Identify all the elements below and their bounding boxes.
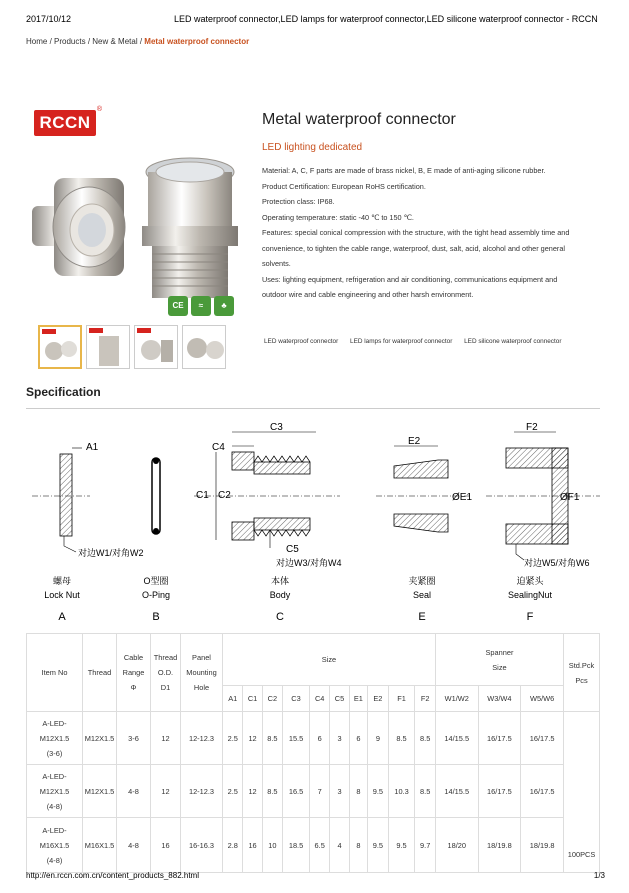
print-header [26,14,605,28]
part-c-drawing [194,422,342,568]
label-e2: E2 [408,436,421,447]
label-w3w4: 对边W3/对角W4 [276,558,342,568]
table-row: A-LED- M12X1.5 (4-8) M12X1.5 4-8 12 12-12.3 2.5 12 8.5 16.5 7 3 8 9.5 10.3 8.5 14/15.5 16/17.5 16/17.5 [27,765,600,818]
part-e-drawing [376,436,472,532]
table-row: A-LED- M12X1.5 (3-6) M12X1.5 3-6 12 12-12.3 2.5 12 8.5 15.5 6 3 6 9 8.5 8.5 14/15.5 16/17.5 16/17.5 100PCS [27,712,600,765]
label-e1: ØE1 [452,492,473,503]
label-w5w6: 对边W5/对角W6 [524,558,590,568]
label-c3: C3 [270,422,283,433]
label-c4: C4 [212,442,225,453]
thumbnail-strip [38,325,226,369]
size-subheader-row: A1 C1 C2 C3 C4 C5 E1 E2 F1 F2 W1/W2 W3/W4 W5/W6 [27,686,600,712]
eco-icon: ♣ [214,296,234,316]
part-e-en: Seal [412,590,432,600]
part-a-drawing [32,442,144,558]
label-f1: ØF1 [560,492,580,503]
page-url: http://en.rccn.com.cn/content_products_882.html [26,871,199,880]
product-photo [24,146,242,318]
thumbnail-1[interactable] [38,325,82,369]
desc-uses: Uses: lighting equipment, refrigeration and air conditioning, communications equipment and outdoor wire and cable engineering and other harsh environment. [262,274,558,299]
rccn-logo [34,106,102,138]
breadcrumb-home[interactable]: Home [26,37,48,46]
certification-icons [168,296,234,316]
part-b-letter: B [152,611,160,623]
thumbnail-2[interactable] [86,325,130,369]
th-spanner: Spanner Size [435,634,563,686]
part-a-cn: 螺母 [52,576,72,586]
breadcrumb: Home / Products / New & Metal / Metal waterproof connector [26,37,250,46]
part-a-letter: A [58,611,66,623]
specification-table [26,633,600,873]
waterproof-icon: ≈ [191,296,211,316]
th-thread-od: Thread O.D. D1 [151,634,181,712]
logo-registered-mark: ® [96,106,102,113]
th-panel-hole: Panel Mounting Hole [181,634,223,712]
part-b-cn: O型圈 [143,576,169,586]
product-description [262,163,582,303]
th-std-pck: Std.Pck Pcs [564,634,600,712]
divider [26,408,600,409]
technical-drawing [20,418,610,628]
part-c-cn: 本体 [270,576,290,586]
product-tags [264,338,571,345]
product-title: Metal waterproof connector [262,111,456,128]
desc-temperature: Operating temperature: static -40 ℃ to 150 ℃. [262,212,414,222]
table-row: A-LED- M16X1.5 (4-8) M16X1.5 4-8 16 16-16.3 2.8 16 10 18.5 6.5 4 8 9.5 9.5 9.7 18/20 18/19.8 18/19.8 [27,818,600,873]
desc-features: Features: special conical compression with the structure, with the tight head assembly time and convenience, to tighten the cable range, waterproof, dust, salt, acid, alcohol and other general solvents. [262,228,570,268]
ce-icon: CE [168,296,188,316]
part-e-letter: E [418,611,426,623]
label-a1: A1 [86,442,99,453]
part-b-drawing [152,458,160,534]
label-c2: C2 [218,490,231,501]
specification-heading: Specification [26,385,101,399]
desc-protection: Protection class: IP68. [262,197,335,206]
th-cable-range: Cable Range Φ [117,634,151,712]
th-item-no: Item No [27,634,83,712]
part-e-cn: 夹紧圈 [408,576,436,586]
th-size: Size [223,634,436,686]
print-title: LED waterproof connector,LED lamps for waterproof connector,LED silicone waterproof connector - RCCN [174,14,598,24]
breadcrumb-current: Metal waterproof connector [144,37,250,46]
part-f-cn: 迫紧头 [516,576,544,586]
part-f-drawing [486,422,600,568]
label-c1: C1 [196,490,209,501]
print-date: 2017/10/12 [26,14,72,24]
part-b-en: O-Ping [141,590,171,600]
label-c5: C5 [286,544,299,555]
tag-link[interactable]: LED waterproof connector [264,338,339,345]
std-pck-value: 100PCS [564,712,600,873]
thumbnail-3[interactable] [134,325,178,369]
th-thread: Thread [83,634,117,712]
part-c-letter: C [276,611,284,623]
label-w1w2: 对边W1/对角W2 [78,548,144,558]
tag-link[interactable]: LED silicone waterproof connector [464,338,562,345]
part-a-en: Lock Nut [44,590,80,600]
label-f2: F2 [526,422,538,433]
part-f-en: SealingNut [507,590,553,600]
desc-material: Material: A, C, F parts are made of brass nickel, B, E made of anti-aging silicone rubber. [262,166,546,175]
desc-certification: Product Certification: European RoHS certification. [262,181,426,191]
connector-right [142,158,238,298]
logo-text: RCCN [34,110,96,136]
breadcrumb-new-metal[interactable]: New & Metal [92,37,138,46]
product-subtitle: LED lighting dedicated [262,142,363,153]
tag-link[interactable]: LED lamps for waterproof connector [350,338,453,345]
part-c-en: Body [269,590,291,600]
page-number: 1/3 [593,871,605,880]
breadcrumb-products[interactable]: Products [54,37,86,46]
part-f-letter: F [526,611,534,623]
thumbnail-4[interactable] [182,325,226,369]
connector-left [32,178,125,276]
